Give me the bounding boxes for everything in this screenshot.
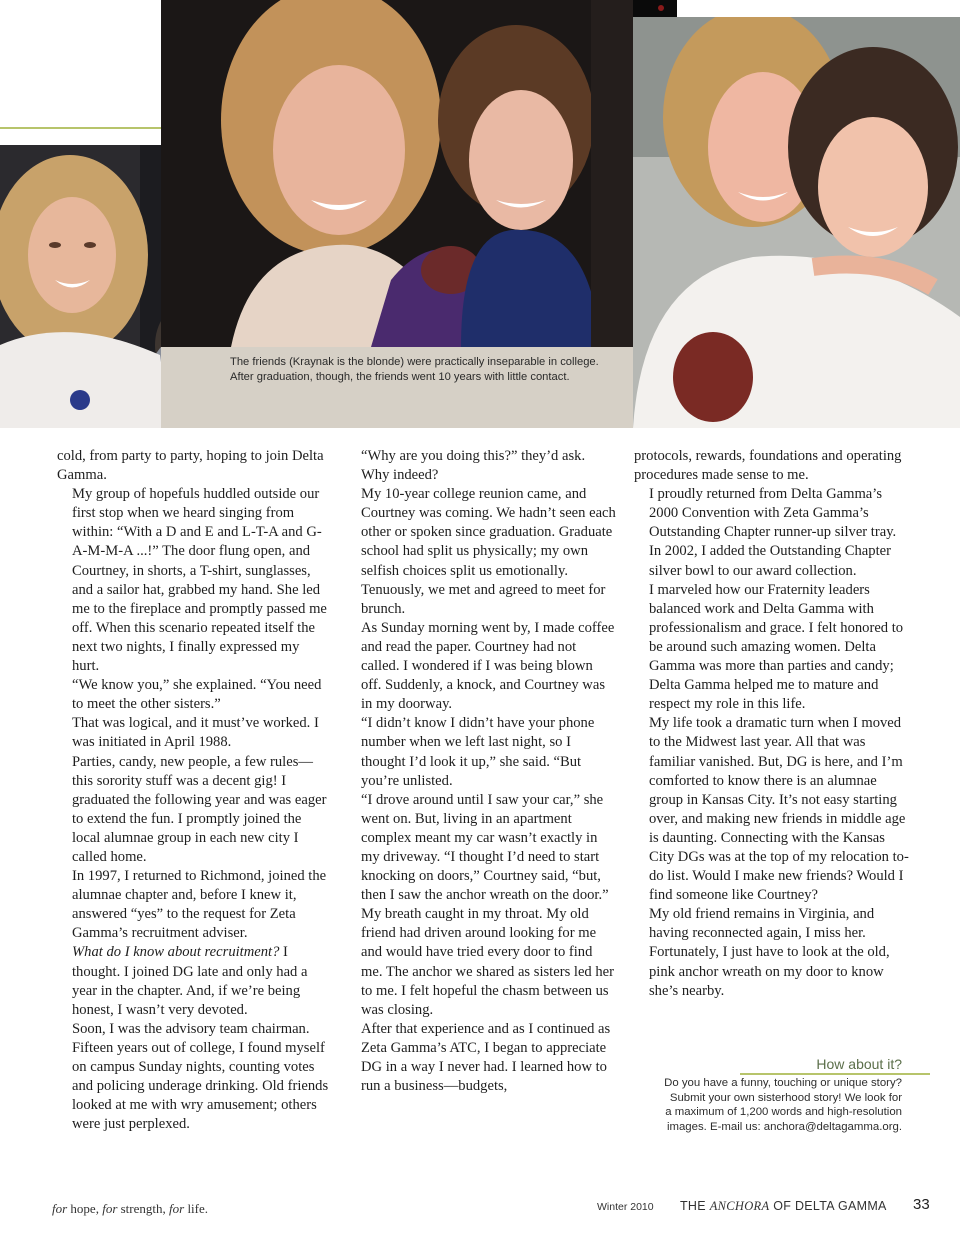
- paragraph: “I drove around until I saw your car,” she went on. But, living in an apartment complex meant my car wasn’t exactly in my driveway. “I thought I’d need to start knocking on doors,” Courtney said, “but, then I saw the anchor wreath on the door.”: [361, 791, 609, 904]
- paragraph: cold, from party to party, hoping to join Delta Gamma.: [57, 448, 324, 484]
- paragraph: My 10-year college reunion came, and Courtney was coming. We hadn’t seen each other or spoken since graduation. Graduate school had split us physically; my own selfish choices split us emotionally. Tenuously, we met and agreed to meet for brunch.: [361, 486, 616, 617]
- mag-rest: OF DELTA GAMMA: [769, 1199, 887, 1213]
- paragraph: As Sunday morning went by, I made coffee and read the paper. Courtney had not called. I wondered if I was being blown off. Suddenly, a knock, and Courtney was in my doorway.: [361, 619, 615, 713]
- article-column-1: [57, 447, 330, 1134]
- paragraph: “Why are you doing this?” they’d ask. Why indeed?: [361, 448, 586, 484]
- issue-date: Winter 2010: [597, 1201, 654, 1213]
- caption-line-2: After graduation, though, the friends went 10 years with little contact.: [230, 371, 570, 383]
- olive-rule-left: [0, 127, 161, 129]
- paragraph: Fifteen years out of college, I found myself on campus Sunday nights, counting votes and policing underage drinking. Old friends looked at me with wry amusement; others were just perplexed.: [72, 1039, 329, 1133]
- paragraph: My life took a dramatic turn when I moved to the Midwest last year. All that was familiar vanished. But, DG is here, and I’m comforted to know there is an alumnae group in Kansas City. It’s not easy starting over, and making new friends in middle age is daunting. Connecting with the Kansas City DGs was at the top of my relocation to-do list. Would I make new friends? Would I find someone like Courtney?: [649, 715, 909, 904]
- sidebar-line: images. E-mail us: anchora@deltagamma.org.: [666, 1120, 902, 1133]
- paragraph: In 1997, I returned to Richmond, joined the alumnae chapter and, before I knew it, answered “yes” to the request for Zeta Gamma’s recruitment adviser.: [72, 868, 327, 942]
- page-number: 33: [913, 1196, 930, 1213]
- tagline-for: for: [102, 1201, 118, 1216]
- paragraph: protocols, rewards, foundations and operating procedures made sense to me.: [634, 448, 902, 484]
- sidebar-title: How about it?: [816, 1056, 902, 1072]
- caption-line-1: The friends (Kraynak is the blonde) were practically inseparable in college.: [230, 356, 599, 368]
- footer-tagline: [52, 1201, 208, 1217]
- paragraph: [57, 943, 330, 1019]
- italic-question: What do I know about recruitment?: [72, 944, 280, 961]
- magazine-title: [680, 1199, 887, 1214]
- paragraph: “I didn’t know I didn’t have your phone number when we left last night, so I thought I’d look it up,” she said. “But you’re unlisted.: [361, 715, 595, 789]
- paragraph: That was logical, and it must’ve worked. I was initiated in April 1988.: [72, 715, 319, 751]
- sidebar-line: Do you have a funny, touching or unique story?: [664, 1077, 902, 1089]
- article-column-2: [346, 447, 616, 1096]
- photo-friends-hug: [633, 17, 960, 428]
- tagline-for: for: [52, 1201, 68, 1216]
- photo-friends-college: [161, 0, 633, 347]
- paragraph: My group of hopefuls huddled outside our first stop when we heard singing from within: “With a D and E and L-T-A and G-A-M-M-A ...!” The door flung open, and Courtney, in shorts, a T-shirt, sunglasses, and a sailor hat, grabbed my hand. She led me to the fireplace and promptly passed me off. When this scenario repeated itself the next two nights, I finally expressed my hurt.: [72, 486, 327, 675]
- photo-caption: [230, 355, 630, 385]
- sidebar-body: [630, 1076, 902, 1134]
- tagline-life: life.: [184, 1201, 209, 1216]
- tagline-hope: hope,: [67, 1201, 103, 1216]
- tagline-strength: strength,: [117, 1201, 170, 1216]
- paragraph: “We know you,” she explained. “You need to meet the other sisters.”: [72, 677, 322, 713]
- tagline-for: for: [169, 1201, 185, 1216]
- paragraph: After that experience and as I continued as Zeta Gamma’s ATC, I began to appreciate DG in a way I never had. I learned how to run a business—budgets,: [361, 1020, 611, 1095]
- mag-anchora: ANCHORA: [709, 1199, 770, 1213]
- mag-the: THE: [680, 1199, 710, 1213]
- paragraph-text: I thought. I joined DG late and only had a year in the chapter. And, if we’re being honest, I wasn’t very devoted.: [72, 944, 308, 1018]
- sidebar-line: Submit your own sisterhood story! We look for: [669, 1091, 902, 1104]
- paragraph: My old friend remains in Virginia, and having reconnected again, I miss her. Fortunately, I just have to look at the old, pink anchor wreath on my door to know she’s nearby.: [649, 906, 890, 999]
- sidebar-rule: [740, 1073, 930, 1075]
- paragraph: Soon, I was the advisory team chairman.: [72, 1020, 310, 1037]
- paragraph: I proudly returned from Delta Gamma’s 2000 Convention with Zeta Gamma’s Outstanding Chapter runner-up silver tray. In 2002, I added the Outstanding Chapter silver bowl to our award collection.: [649, 486, 897, 579]
- sidebar-line: a maximum of 1,200 words and high-resolution: [665, 1106, 902, 1118]
- paragraph: Parties, candy, new people, a few rules—this sorority stuff was a decent gig! I graduated the following year and was eager to extend the fun. I promptly joined the local alumnae group in each new city I called home.: [72, 753, 327, 865]
- photo-strip-dark: [633, 0, 677, 17]
- article-column-3: [634, 447, 910, 1001]
- paragraph: I marveled how our Fraternity leaders balanced work and Delta Gamma with professionalism and grace. I felt honored to be around such amazing women. Delta Gamma was more than parties and candy; Delta Gamma helped me to mature and respect my role in this life.: [649, 581, 904, 713]
- paragraph: My breath caught in my throat. My old friend had driven around looking for me and would have tried every door to find me. The anchor we shared as sisters led her to me. I felt hopeful the chasm between us was closing.: [361, 906, 615, 1018]
